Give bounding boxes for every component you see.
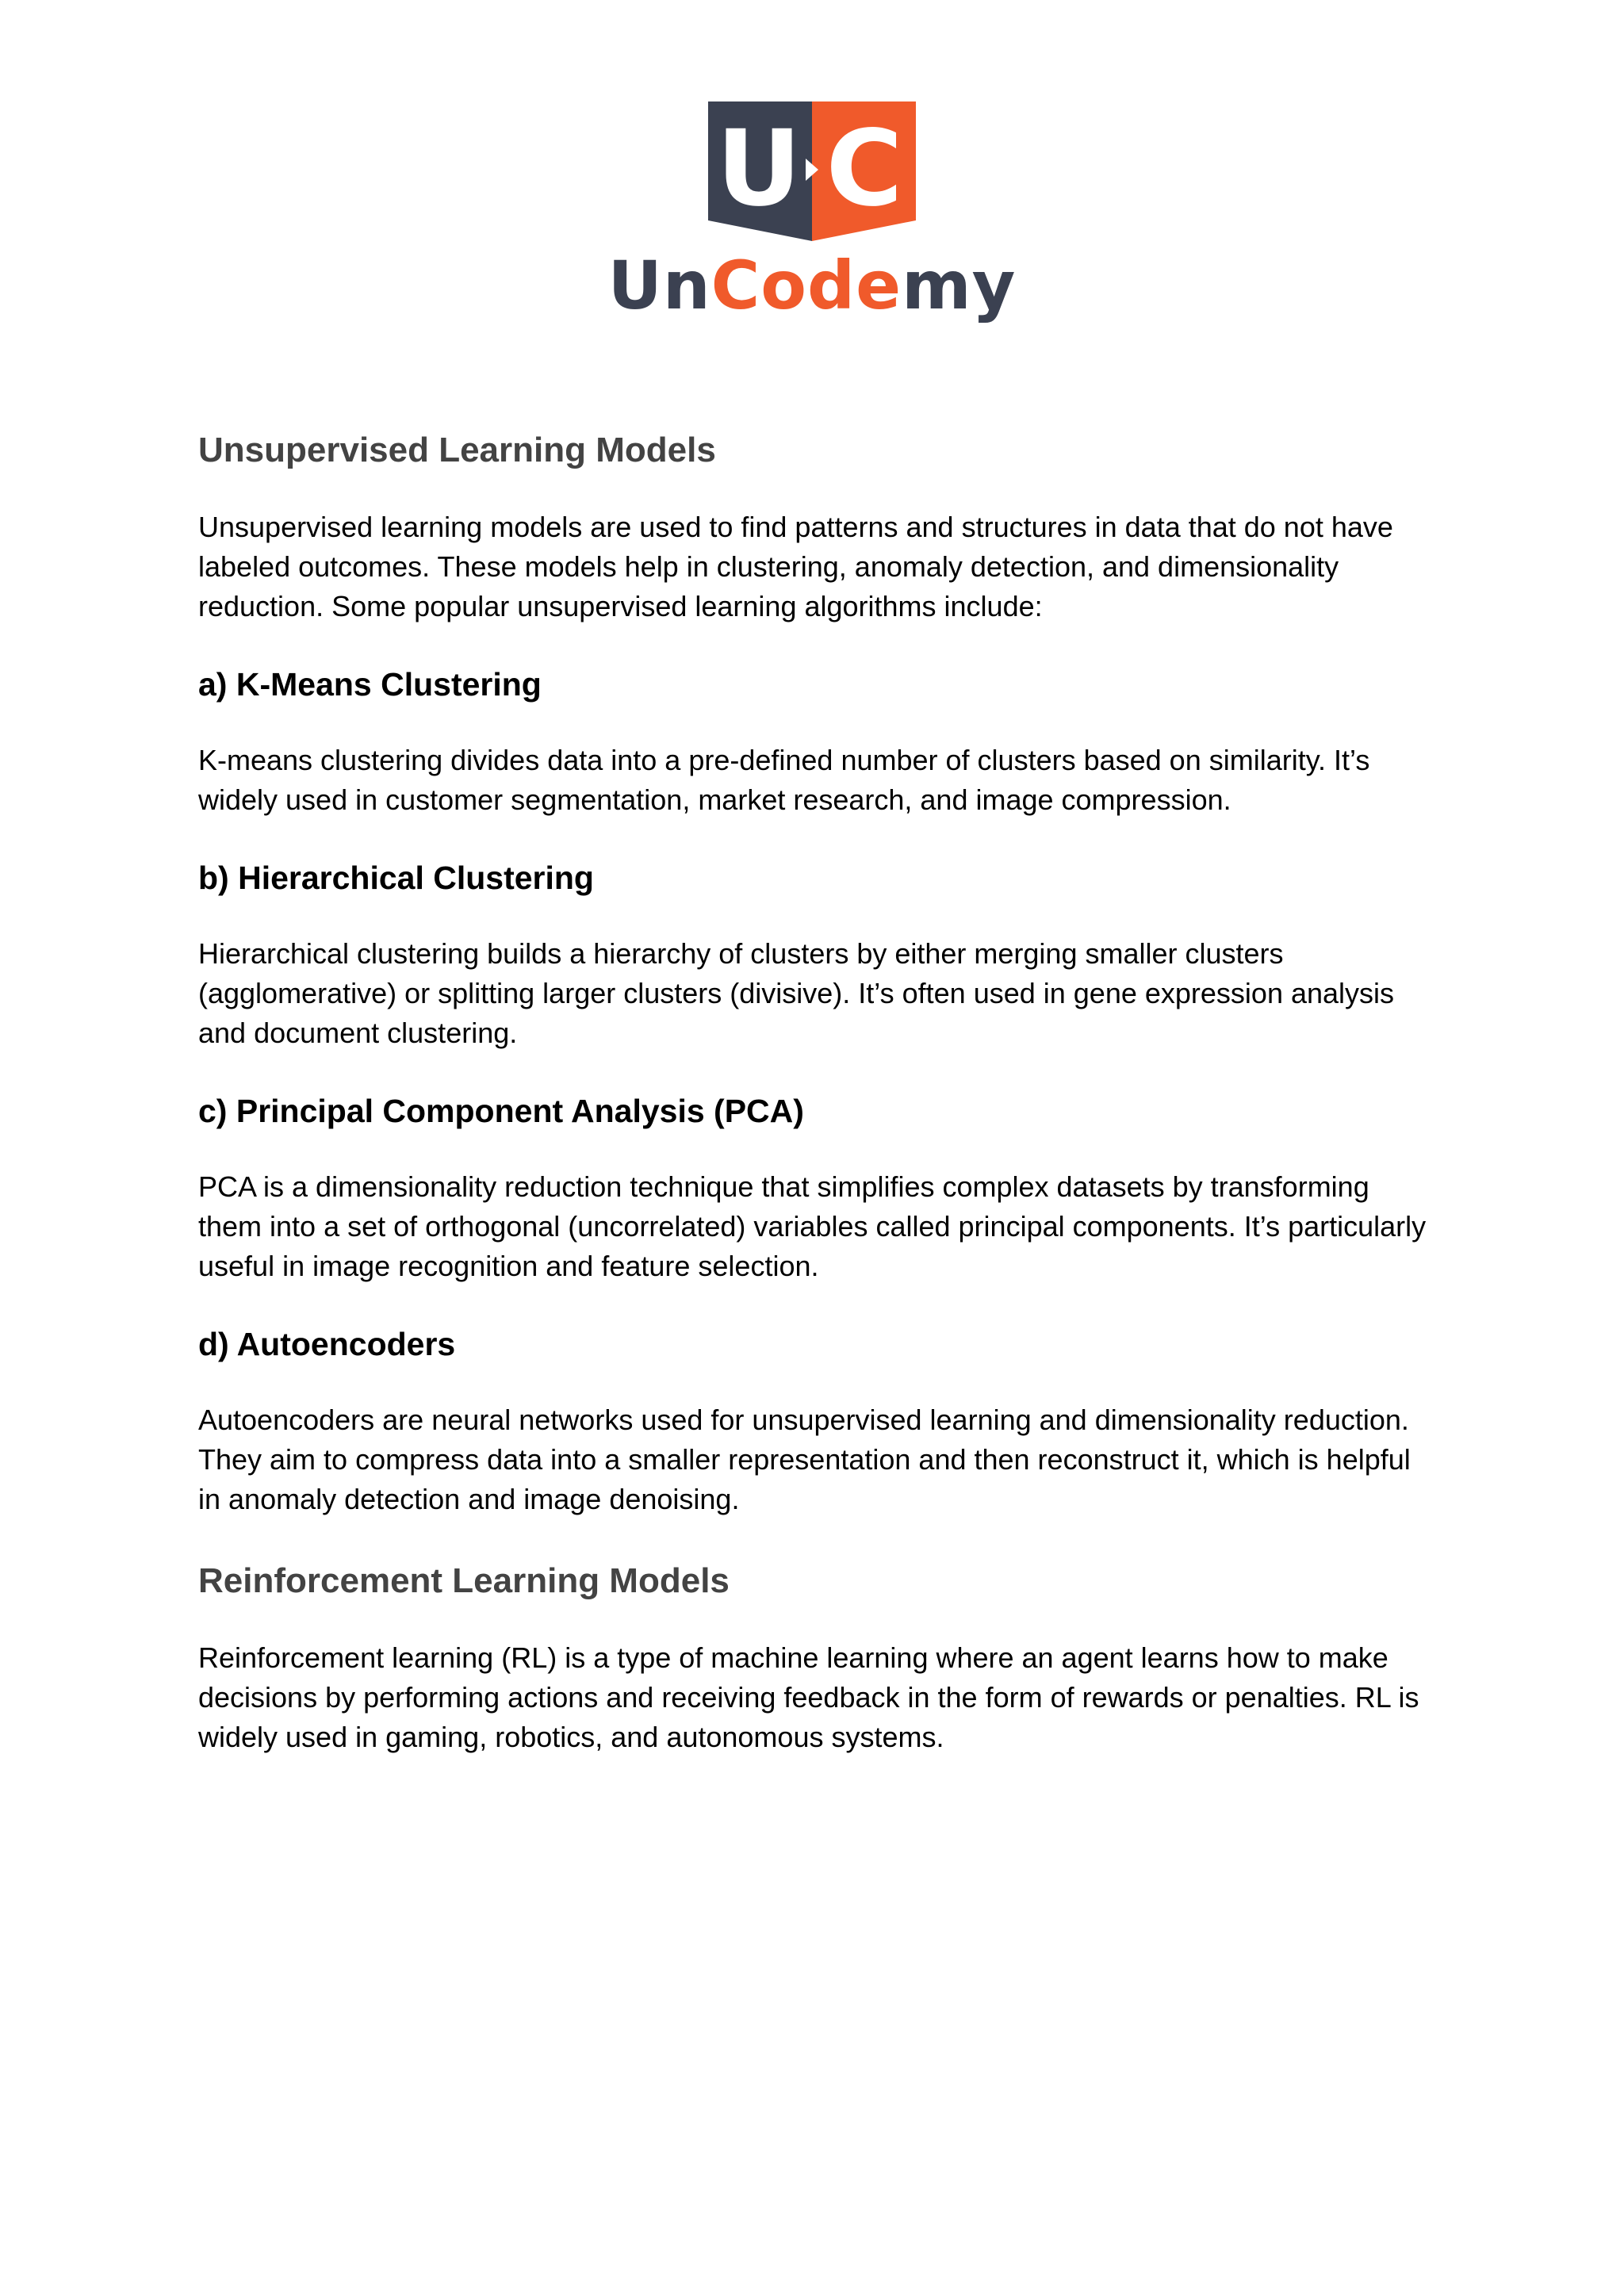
autoencoders-heading: d) Autoencoders — [198, 1326, 456, 1362]
document-content — [198, 428, 1435, 1757]
uc-logo-mark-icon — [708, 101, 916, 241]
reinforcement-intro-paragraph: Reinforcement learning (RL) is a type of machine learning where an agent learns how to make decisions by performing actions and receiving feedback in the form of rewards or penalties. RL is widely used in gaming, robotics, and autonomous systems. — [198, 1641, 1419, 1753]
logo-letter-left: U — [716, 108, 802, 230]
logo-wordmark — [0, 246, 1624, 325]
pca-paragraph: PCA is a dimensionality reduction technique that simplifies complex datasets by transforming them into a set of orthogonal (uncorrelated) variables called principal components. It’s particularly useful in image recognition and feature selection. — [198, 1170, 1427, 1282]
logo-letter-right: C — [825, 108, 903, 230]
hierarchical-heading: b) Hierarchical Clustering — [198, 860, 594, 896]
wordmark-un: Un — [607, 247, 711, 324]
wordmark-my: my — [902, 247, 1017, 324]
kmeans-paragraph: K-means clustering divides data into a pre-defined number of clusters based on similarity. It’s widely used in customer segmentation, market research, and image compression. — [198, 744, 1370, 816]
wordmark-code: Code — [710, 247, 902, 324]
uncodemy-logo — [0, 101, 1624, 325]
pca-heading: c) Principal Component Analysis (PCA) — [198, 1093, 804, 1129]
section-heading-reinforcement: Reinforcement Learning Models — [198, 1561, 730, 1600]
autoencoders-paragraph: Autoencoders are neural networks used for unsupervised learning and dimensionality reduction. They aim to compress data into a smaller representation and then reconstruct it, which is helpful in anomaly detection and image denoising. — [198, 1404, 1411, 1515]
hierarchical-paragraph: Hierarchical clustering builds a hierarchy of clusters by either merging smaller clusters (agglomerative) or splitting larger clusters (divisive). It’s often used in gene expression analysis and document clustering. — [198, 937, 1395, 1049]
kmeans-heading: a) K-Means Clustering — [198, 666, 542, 703]
unsupervised-intro-paragraph: Unsupervised learning models are used to find patterns and structures in data that do not have labeled outcomes. These models help in clustering, anomaly detection, and dimensionality reduction. Some popular unsupervised learning algorithms include: — [198, 511, 1393, 622]
section-heading-unsupervised: Unsupervised Learning Models — [198, 431, 716, 469]
